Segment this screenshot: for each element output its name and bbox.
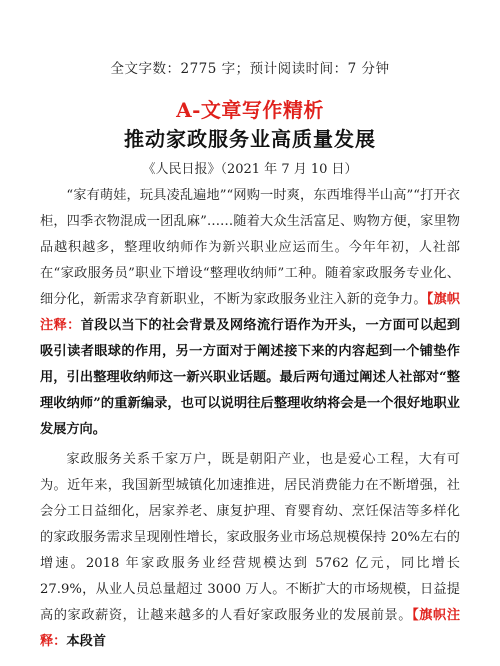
paragraph-1: [40, 183, 460, 443]
article-source: 《人民日报》（2021 年 7 月 10 日）: [142, 162, 358, 177]
paragraph-1-note-label: 【旗帜注释：: [40, 292, 460, 333]
paragraph-2: [40, 447, 460, 655]
article-title: 推动家政服务业高质量发展: [124, 127, 376, 151]
paragraph-2-note-body: 本段首: [66, 634, 106, 649]
brand-heading: A-文章写作精析: [176, 98, 324, 122]
paragraph-1-note-body: 首段以当下的社会背景及网络流行语作为开头，一方面可以起到吸引读者眼球的作用，另一方面对于阐述接下来的内容起到一个铺垫作用，引出整理收纳师这一新兴职业话题。最后两句通过阐述人社部对“整理收纳师”的重新编录，也可以说明往后整理收纳将会是一个很好地职业发展方向。: [40, 318, 461, 437]
reading-meta: 全文字数：2775 字；预计阅读时间：7 分钟: [110, 61, 390, 77]
paragraph-2-note-label: 【旗帜注释：: [40, 608, 461, 649]
paragraph-2-text: 家政服务关系千家万户，既是朝阳产业，也是爱心工程，大有可为。近年来，我国新型城镇化加速推进，居民消费能力在不断增强，社会分工日益细化，居家养老、康复护理、育婴育幼、烹饪保洁等多样化的家政服务需求呈现刚性增长，家政服务业市场总规模保持 20%左右的增速。2018 年家政服务业经营规模达到 5762 亿元，同比增长 27.9%，从业人员总量超过 3000 万人。不断扩大的市场规模，日益提高的家政薪资，让越来越多的人看好家政服务业的发展前景。: [40, 452, 460, 623]
paragraph-1-text: “家有萌娃，玩具凌乱遍地”“网购一时爽，东西堆得半山高”“打开衣柜，四季衣物混成一团乱麻”……随着大众生活富足、购物方便，家里物品越积越多，整理收纳师作为新兴职业应运而生。今年年初，人社部在“家政服务员”职业下增设“整理收纳师”工种。随着家政服务专业化、细分化，新需求孕育新职业，不断为家政服务业注入新的竞争力。: [40, 188, 460, 307]
